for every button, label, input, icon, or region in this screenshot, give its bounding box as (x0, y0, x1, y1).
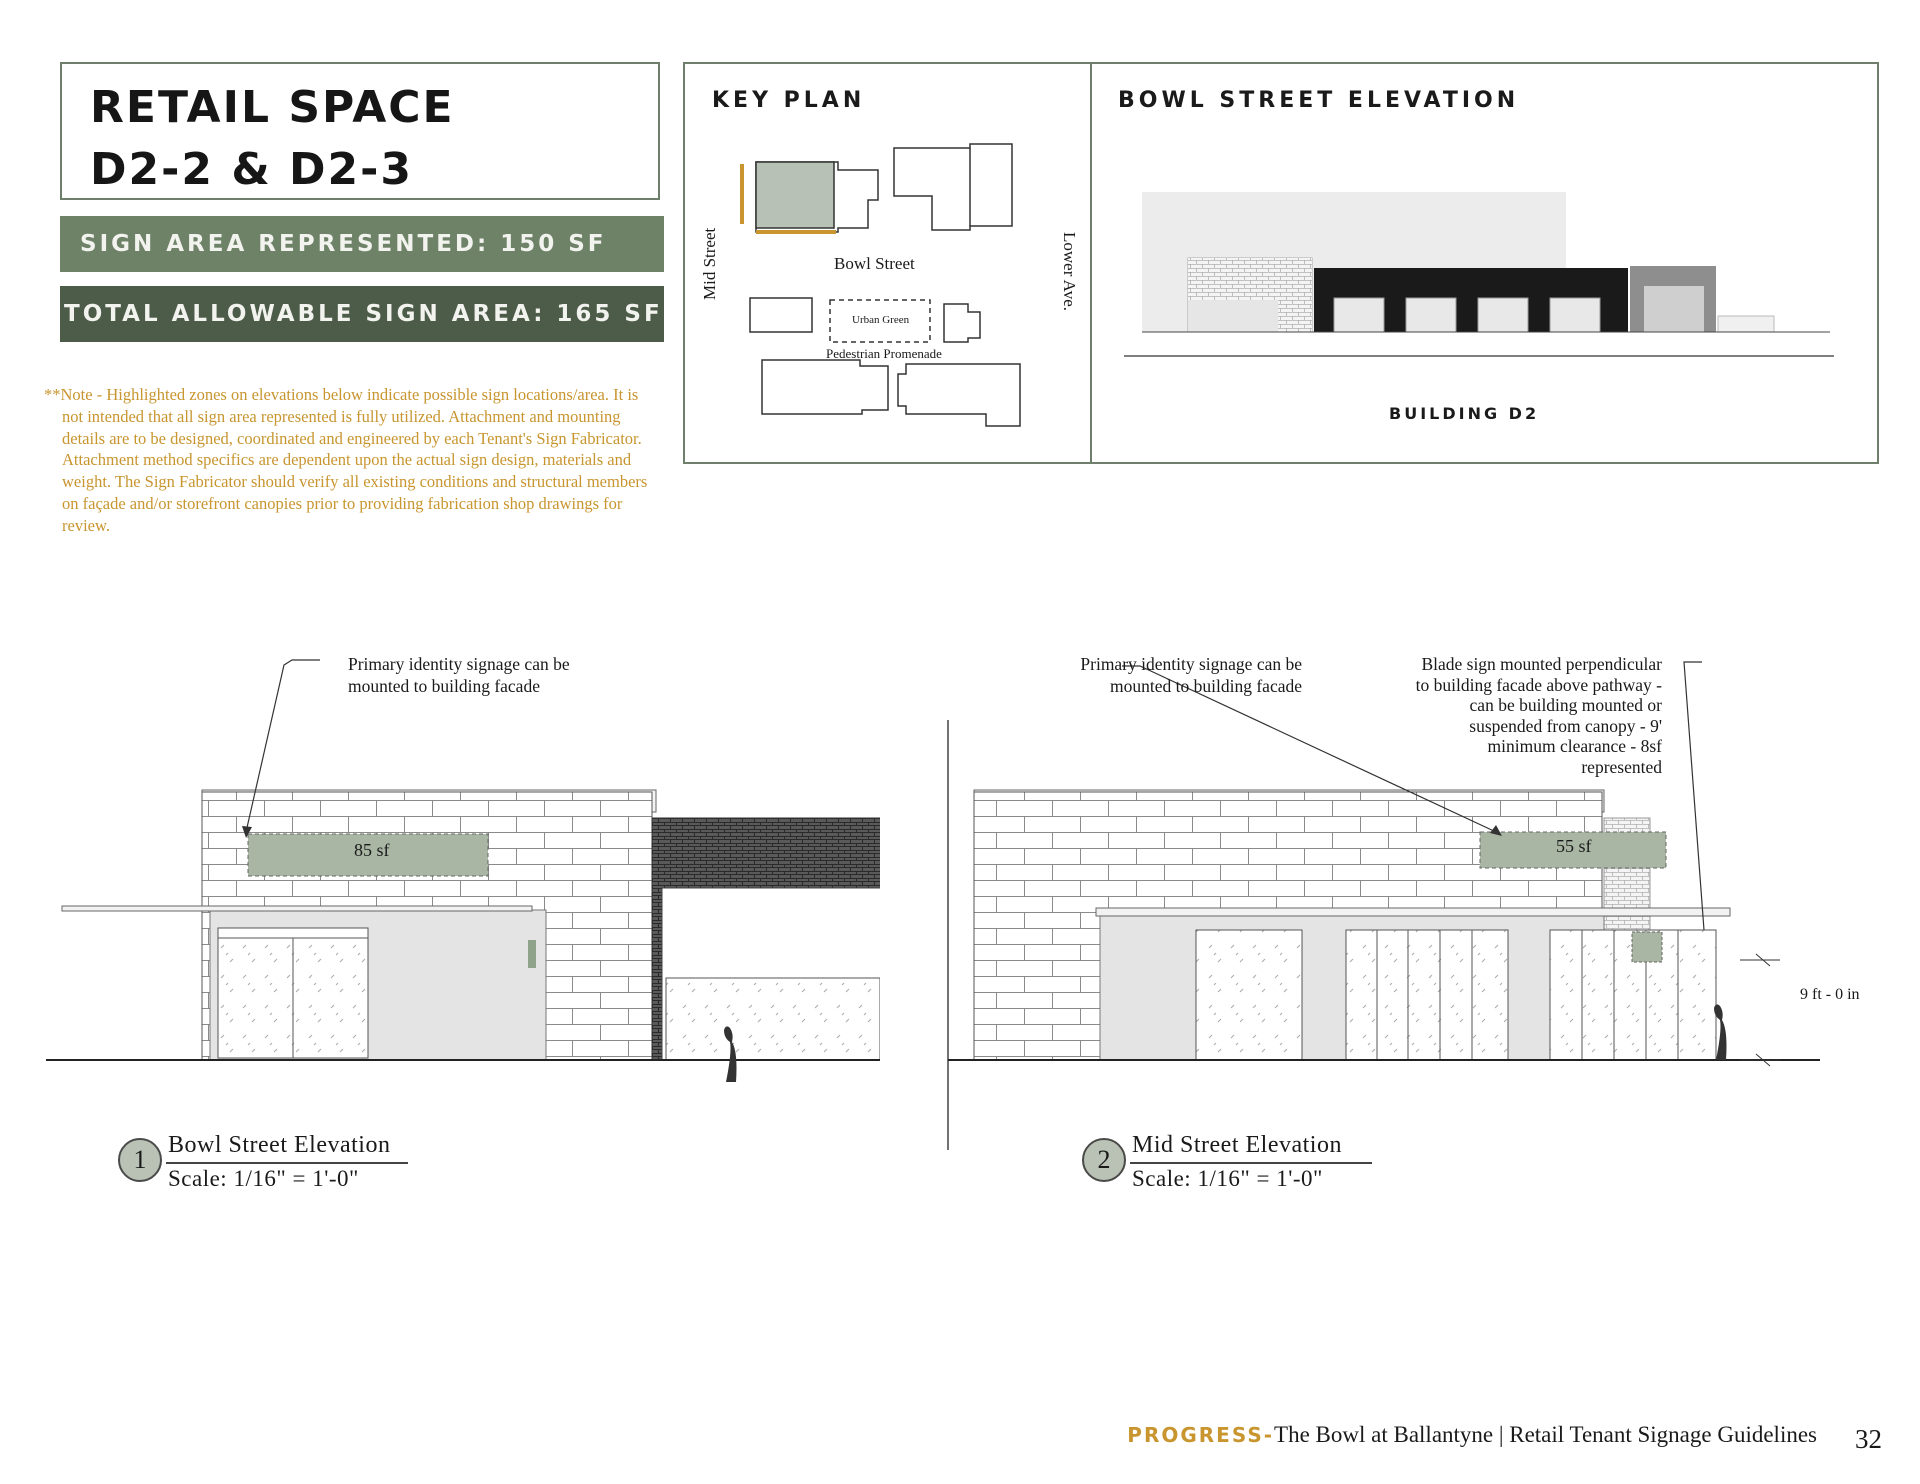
title-box (60, 62, 660, 200)
elevation1-annotation-line1: Primary identity signage can be (348, 654, 570, 674)
blade-sign-zone (1632, 932, 1662, 962)
key-plan-highlight-vertical (740, 164, 744, 224)
elevation2-primary-annotation-line2: mounted to building facade (1110, 676, 1302, 696)
page-title-line2: D2-2 & D2-3 (90, 144, 414, 195)
blade-annotation-line: Blade sign mounted perpendicular (1421, 654, 1662, 674)
lower-ave-label: Lower Ave. (1060, 232, 1079, 311)
elevation2-primary-annotation-line1: Primary identity signage can be (1080, 654, 1302, 674)
sign-area-represented-bar: SIGN AREA REPRESENTED: 150 SF (60, 216, 664, 272)
note-paragraph: **Note - Highlighted zones on elevations below indicate possible sign locations/area. It is not intended that all sign area represented is fully utilized. Attachment and mounting details are to be designed, coordinated and engineered by each Tenant's Sign Fabricator. Attachment method specifics are dependent upon the actual sign design, materials and weight. The Sign Fabricator should verify all existing conditions and structural members on façade and/or storefront canopies prior to providing fabrication shop drawings for review. (44, 385, 648, 535)
elevation1-annotation-line2: mounted to building facade (348, 676, 540, 696)
note-text (44, 384, 654, 537)
urban-green-label: Urban Green (852, 314, 910, 326)
panel-divider (1090, 62, 1092, 464)
blade-annotation-line: represented (1581, 756, 1662, 777)
total-allowable-sign-area-bar: TOTAL ALLOWABLE SIGN AREA: 165 SF (60, 286, 664, 342)
page-number: 32 (1855, 1424, 1882, 1454)
sign-area-85sf-label: 85 sf (354, 840, 390, 860)
footer-brand: PROGRESS- (1127, 1423, 1275, 1447)
footer (1127, 1422, 1817, 1448)
footer-text: The Bowl at Ballantyne | Retail Tenant Signage Guidelines (1274, 1422, 1817, 1447)
blade-annotation-line: minimum clearance - 8sf (1487, 736, 1662, 756)
key-plan-highlight-horizontal (756, 230, 836, 234)
blade-sign-annotation (1360, 654, 1662, 777)
bowl-street-elevation-drawing (40, 640, 880, 1160)
sign-area-55sf-label: 55 sf (1556, 836, 1592, 856)
clearance-dimension-label: 9 ft - 0 in (1800, 986, 1860, 1003)
elevation2-number-badge: 2 (1082, 1138, 1126, 1182)
blade-annotation-line: can be building mounted or (1469, 695, 1662, 715)
mid-street-label: Mid Street (700, 227, 719, 300)
key-plan-drawing (700, 130, 1080, 440)
bowl-street-elevation-heading: BOWL STREET ELEVATION (1118, 88, 1520, 113)
key-plan-heading: KEY PLAN (712, 88, 866, 113)
elevation2-caption-rule (1130, 1162, 1372, 1164)
blade-annotation-line: suspended from canopy - 9' (1469, 715, 1662, 736)
elevation2-scale: Scale: 1/16" = 1'-0" (1132, 1166, 1323, 1191)
elevation1-scale: Scale: 1/16" = 1'-0" (168, 1166, 359, 1191)
elevation2-name: Mid Street Elevation (1132, 1132, 1342, 1158)
building-d2-label: BUILDING D2 (1389, 404, 1540, 423)
elevation1-number-badge: 1 (118, 1138, 162, 1182)
page-title-line1: RETAIL SPACE (90, 82, 455, 133)
blade-annotation-line: to building facade above pathway - (1415, 674, 1662, 695)
bowl-street-label: Bowl Street (834, 254, 915, 273)
elevation1-caption-rule (166, 1162, 408, 1164)
bowl-street-elevation-thumbnail (1124, 188, 1844, 368)
pedestrian-promenade-label: Pedestrian Promenade (826, 346, 942, 361)
elevation1-name: Bowl Street Elevation (168, 1132, 391, 1158)
